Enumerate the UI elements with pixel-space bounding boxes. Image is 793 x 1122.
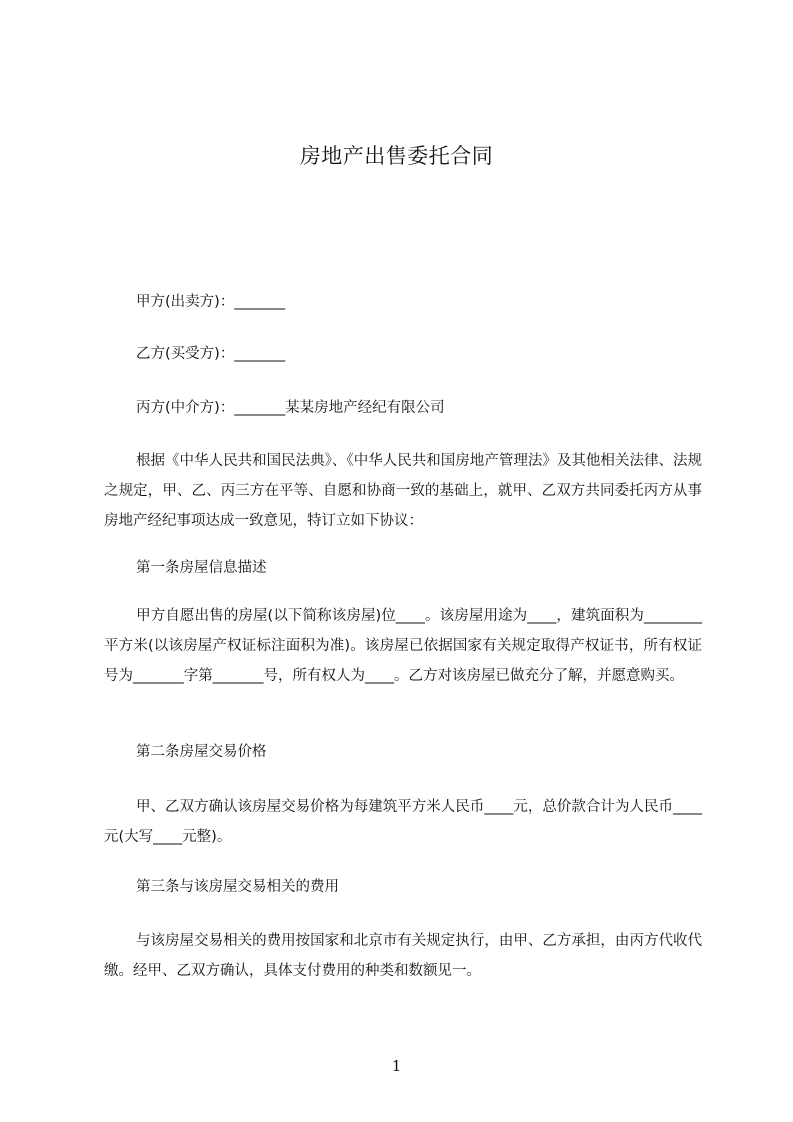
article2-paragraph — [104, 792, 702, 852]
document-title: 房地产出售委托合同 — [299, 144, 494, 168]
party-b-line: 乙方(买受方)：_______ — [136, 346, 286, 362]
article1-text: 甲方自愿出售的房屋(以下简称该房屋)位____。该房屋用途为____，建筑面积为________平方米(以该房屋产权证标注面积为准)。该房屋已依据国家有关规定取得产权证书，所有权证号为_______字第_______号，所有权人为____。乙方对该房屋已做充分了解，并愿意购买。 — [104, 608, 702, 684]
party-a-line: 甲方(出卖方)：_______ — [136, 294, 286, 310]
party-c-line: 丙方(中介方)：_______某某房地产经纪有限公司 — [136, 400, 445, 416]
page-number: 1 — [391, 1057, 402, 1075]
preamble-paragraph — [104, 446, 702, 536]
article3-text: 与该房屋交易相关的费用按国家和北京市有关规定执行，由甲、乙方承担，由丙方代收代缴。经甲、乙双方确认，具体支付费用的种类和数额见一。 — [104, 933, 702, 979]
article2-heading: 第二条房屋交易价格 — [136, 744, 267, 760]
article3-heading: 第三条与该房屋交易相关的费用 — [136, 879, 339, 895]
article1-heading: 第一条房屋信息描述 — [136, 560, 267, 576]
preamble-text: 根据《中华人民共和国民法典》、《中华人民共和国房地产管理法》及其他相关法律、法规之规定，甲、乙、丙三方在平等、自愿和协商一致的基础上，就甲、乙双方共同委托丙方从事房地产经纪事项达成一致意见，特订立如下协议： — [104, 453, 702, 529]
article2-text: 甲、乙双方确认该房屋交易价格为每建筑平方米人民币____元，总价款合计为人民币____元(大写____元整)。 — [104, 799, 702, 845]
article3-paragraph — [104, 926, 702, 986]
article1-paragraph — [104, 601, 702, 691]
